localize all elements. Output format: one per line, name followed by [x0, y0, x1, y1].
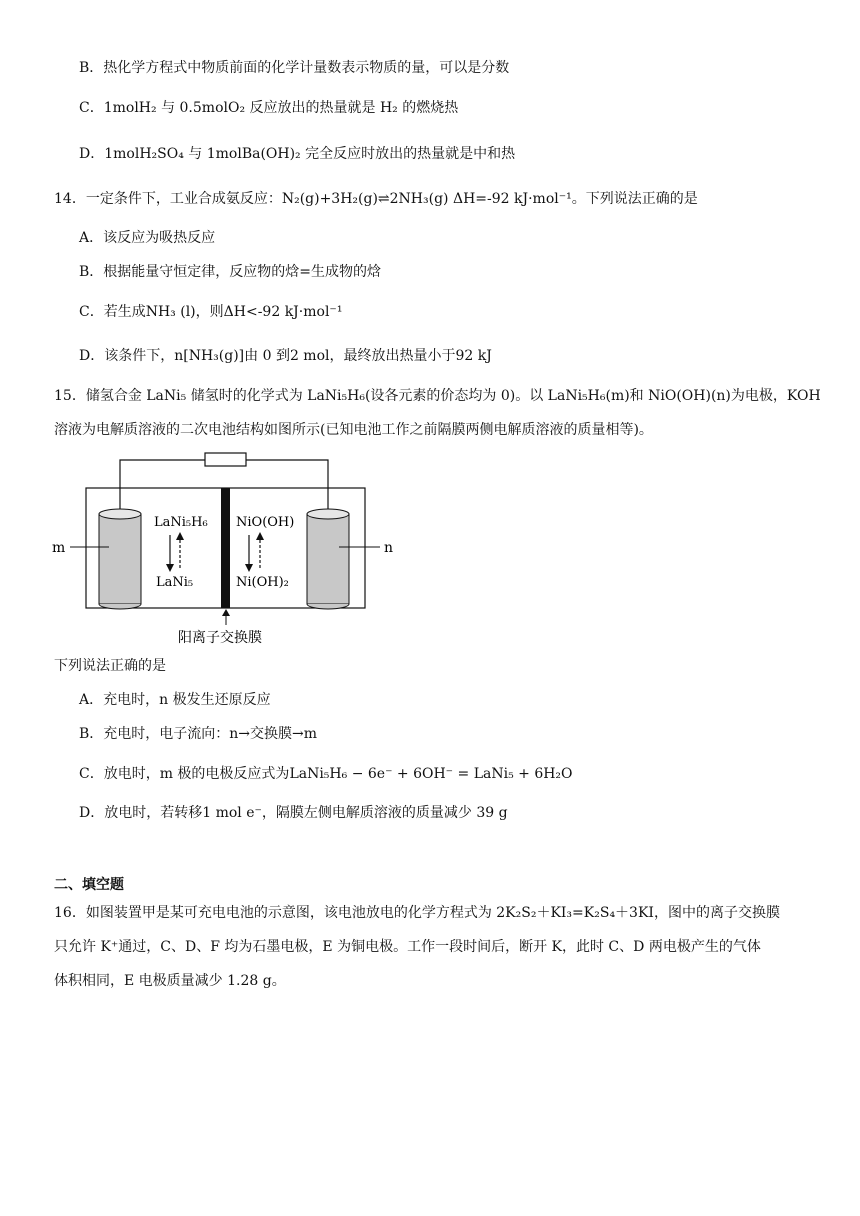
wire-left: [120, 460, 205, 518]
q14-option-d-post: ，最终放出热量小于: [329, 348, 456, 364]
q14-stem-intro: 14．一定条件下，工业合成氨反应：: [54, 191, 282, 207]
q14-option-d-eq1: n[NH₃(g)]: [174, 348, 245, 364]
battery-diagram: [50, 450, 430, 650]
right-top-species: NiO(OH): [236, 515, 295, 530]
q14-option-b: B．根据能量守恒定律，反应物的焓=生成物的焓: [79, 264, 382, 280]
q14-option-c-eq2: ΔH<-92 kJ·mol⁻¹: [223, 304, 343, 320]
q15-option-d-post: ，隔膜左侧电解质溶液的质量减少 39 g: [261, 805, 508, 821]
electrode-m: [99, 509, 141, 609]
cation-exchange-membrane: [221, 488, 230, 608]
membrane-label: 阳离子交换膜: [178, 630, 262, 646]
q14-option-d-mid: 由 0 到: [244, 348, 290, 364]
right-solid-arrowhead: [245, 564, 253, 572]
q14-option-d: [79, 346, 492, 366]
q13-option-d-text: 1molH₂SO₄ 与 1molBa(OH)₂ 完全反应时放出的热量就是中和热: [104, 146, 516, 162]
q15-option-b: B．充电时，电子流向：n→交换膜→m: [79, 726, 318, 742]
membrane-pointer-head: [222, 609, 230, 616]
q14-option-d-eq2: 2 mol: [289, 348, 330, 364]
q14-option-c-eq1: NH₃ (l): [145, 304, 196, 320]
q15-option-a: A．充电时，n 极发生还原反应: [79, 692, 271, 708]
right-dashed-arrowhead: [256, 532, 264, 540]
q14-option-c: [79, 302, 342, 322]
q14-option-a: A．该反应为吸热反应: [79, 230, 216, 246]
resistor: [205, 453, 246, 466]
label-n: n: [384, 540, 394, 556]
q15-option-d-eq: 1 mol e⁻: [202, 805, 262, 821]
electrode-n: [307, 509, 349, 609]
q14-option-c-mid: ，则: [195, 304, 224, 320]
q16-line2: 只允许 K⁺通过，C、D、F 均为石墨电极，E 为铜电极。工作一段时间后，断开 K，此时 C、D 两电极产生的气体: [54, 939, 761, 955]
q14-option-d-eq3: 92 kJ: [455, 348, 492, 364]
left-solid-arrowhead: [166, 564, 174, 572]
left-dashed-arrowhead: [176, 532, 184, 540]
q16-line3: 体积相同，E 电极质量减少 1.28 g。: [54, 973, 286, 989]
section-title: 二、填空题: [54, 877, 124, 893]
q15-option-d-pre: D．放电时，若转移: [79, 805, 203, 821]
q14-option-c-pre: C．若生成: [79, 304, 146, 320]
q14-equation: N₂(g)+3H₂(g)⇌2NH₃(g) ΔH=-92 kJ·mol⁻¹: [281, 191, 572, 207]
left-top-species: LaNi₅H₆: [154, 515, 208, 530]
q15-option-c-eq: LaNi₅H₆ − 6e⁻ + 6OH⁻ = LaNi₅ + 6H₂O: [289, 766, 573, 782]
q15-stem-line1: 15．储氢合金 LaNi₅ 储氢时的化学式为 LaNi₅H₆(设各元素的价态均为 0)。以 LaNi₅H₆(m)和 NiO(OH)(n)为电极，KOH: [54, 388, 821, 404]
q14-option-d-pre: D．该条件下，: [79, 348, 175, 364]
left-bottom-species: LaNi₅: [156, 575, 194, 590]
option-letter: D．: [79, 146, 105, 162]
label-m: m: [52, 540, 66, 556]
q13-option-b: B．热化学方程式中物质前面的化学计量数表示物质的量，可以是分数: [79, 60, 510, 76]
q15-option-d: [79, 803, 508, 823]
q13-option-c: [79, 98, 458, 118]
option-letter: C．: [79, 100, 104, 116]
q15-stem-line2: 溶液为电解质溶液的二次电池结构如图所示(已知电池工作之前隔膜两侧电解质溶液的质量相等)。: [54, 422, 653, 438]
q15-option-c-pre: C．放电时，m 极的电极反应式为: [79, 766, 290, 782]
wire-right: [246, 460, 328, 518]
q13-option-d: [79, 144, 515, 164]
q14-stem: [54, 189, 698, 209]
q14-stem-question: 。下列说法正确的是: [571, 191, 698, 207]
q15-lead: 下列说法正确的是: [54, 658, 166, 674]
q16-line1: 16．如图装置甲是某可充电电池的示意图，该电池放电的化学方程式为 2K₂S₂＋KI₃=K₂S₄＋3KI，图中的离子交换膜: [54, 905, 780, 921]
q13-option-c-text: 1molH₂ 与 0.5molO₂ 反应放出的热量就是 H₂ 的燃烧热: [103, 100, 459, 116]
q15-option-c: [79, 764, 573, 784]
right-bottom-species: Ni(OH)₂: [236, 575, 289, 590]
